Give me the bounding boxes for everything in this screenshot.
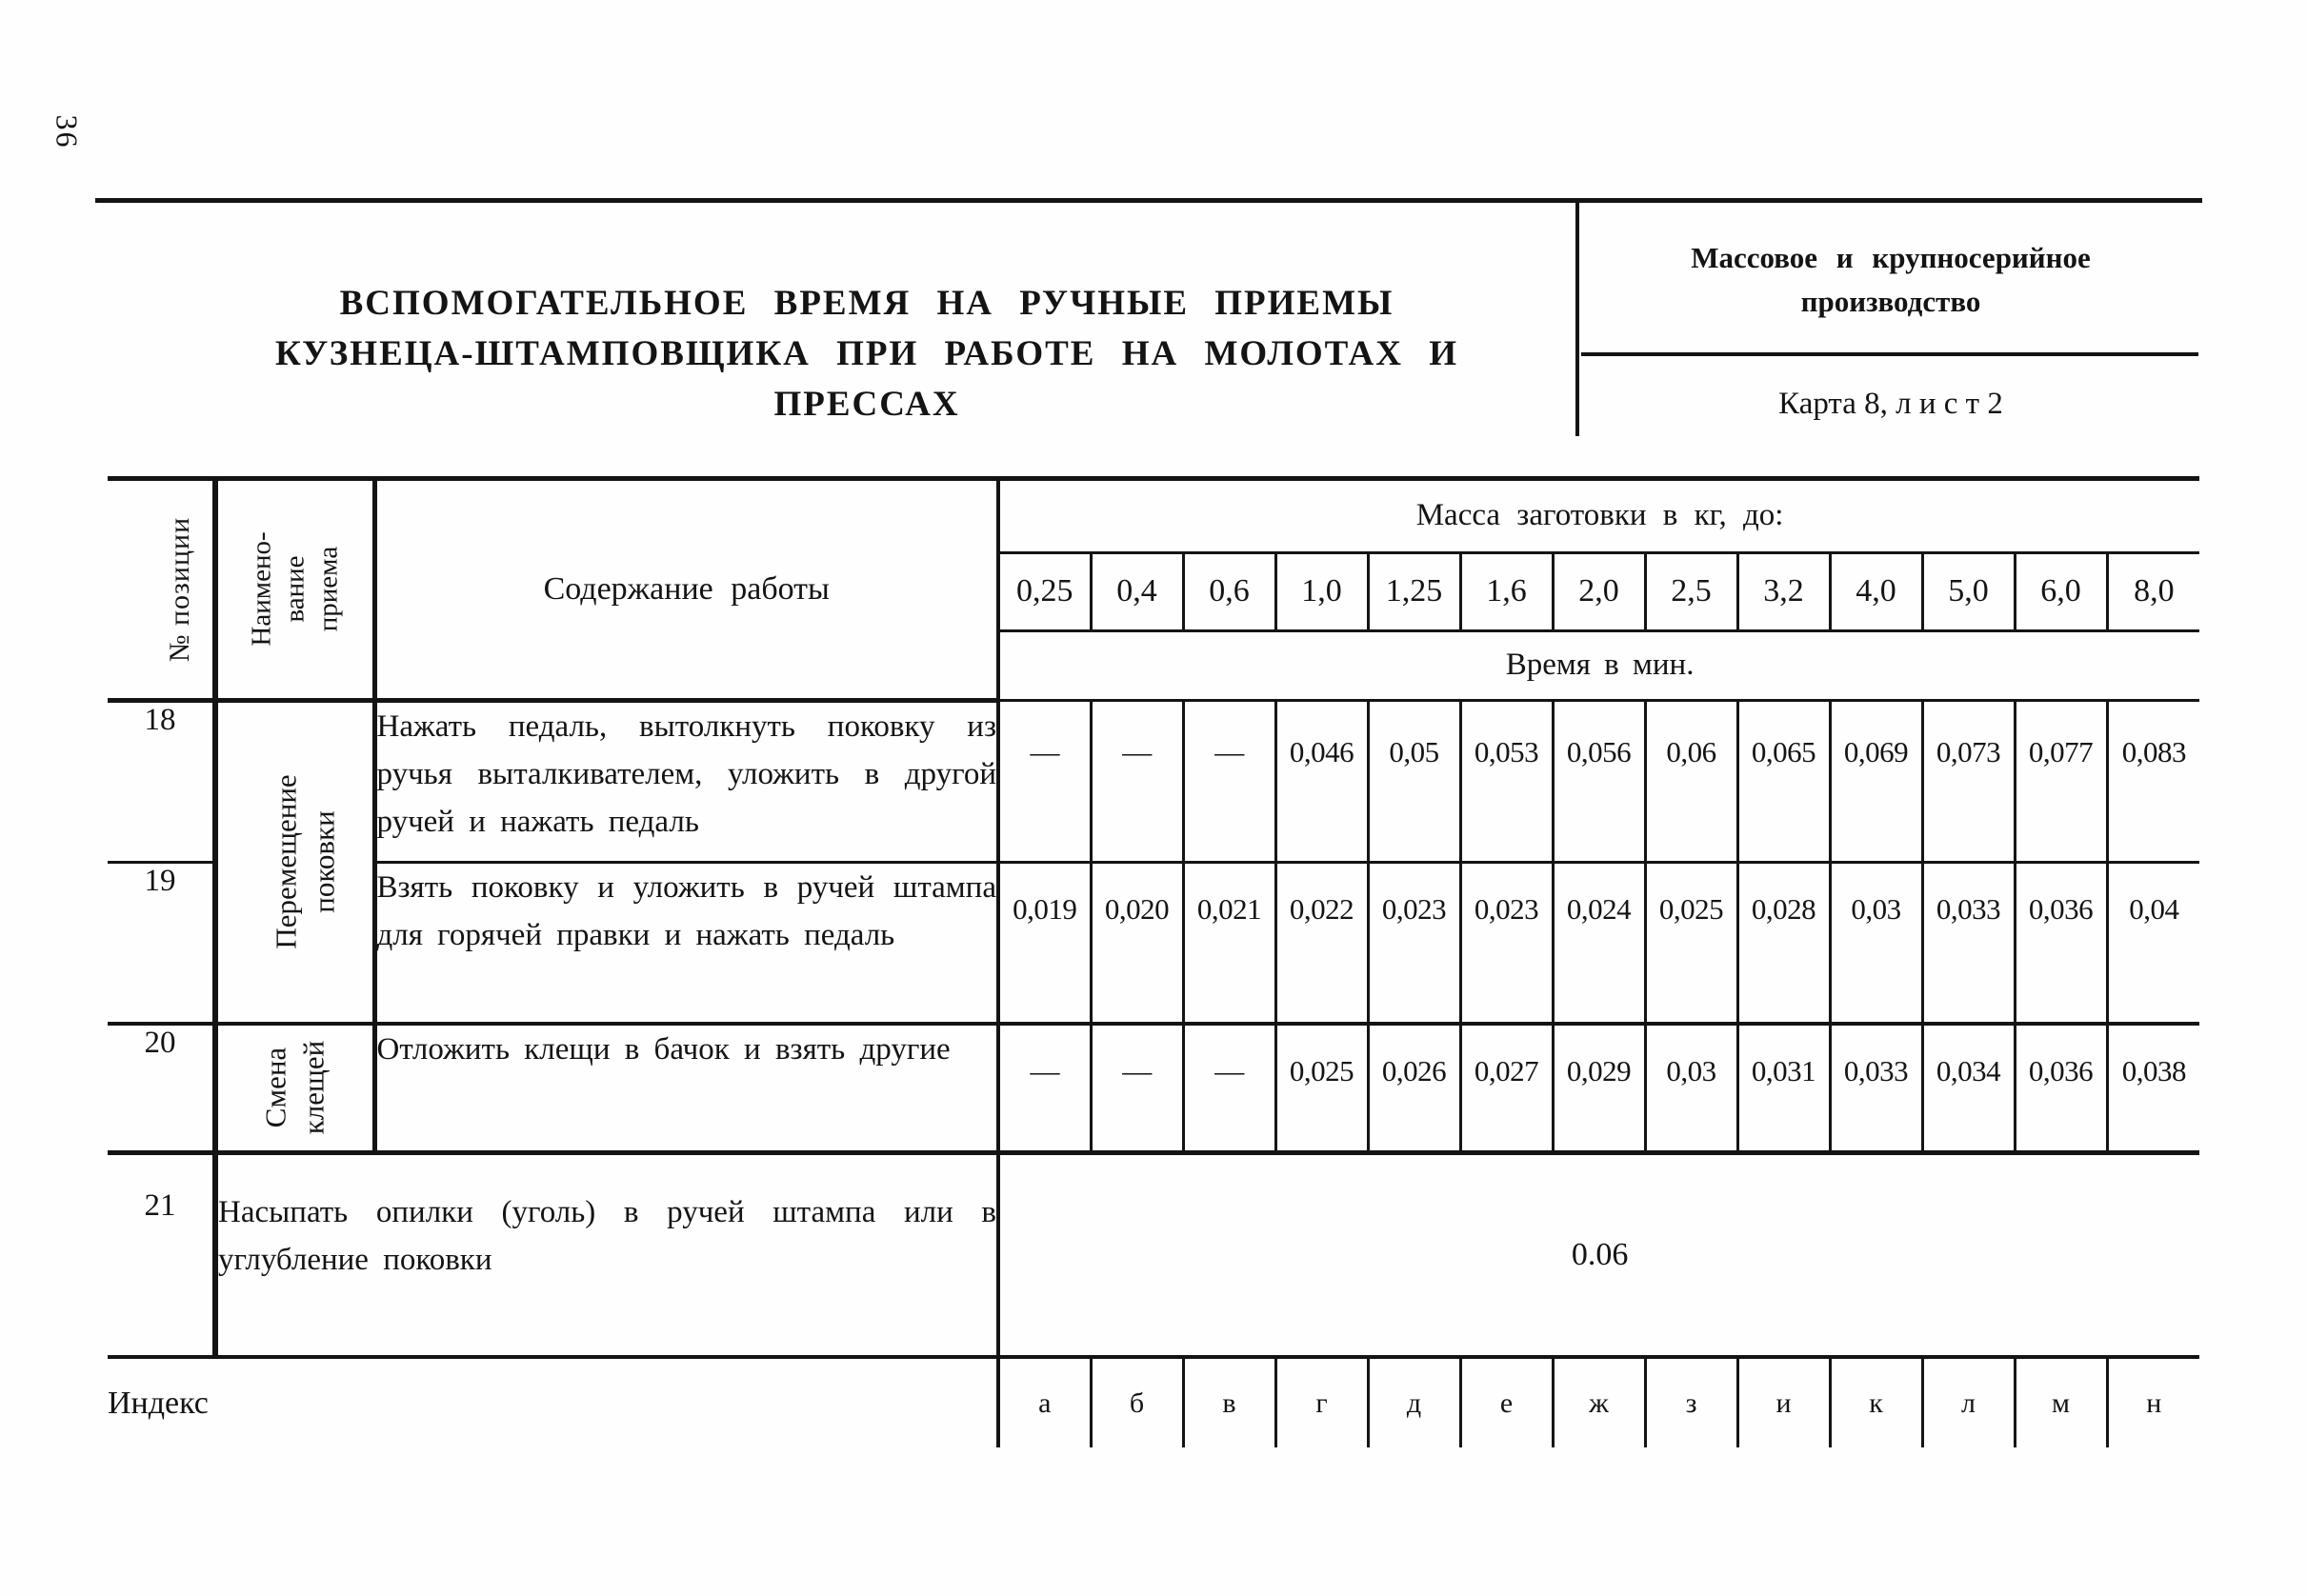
group-label-line: поковки bbox=[307, 810, 341, 913]
index-letter: е bbox=[1460, 1357, 1553, 1447]
time-value: 0,025 bbox=[1645, 862, 1737, 1024]
top-rule bbox=[95, 198, 2202, 203]
time-value: 0,053 bbox=[1460, 700, 1553, 862]
mass-col-header: 1,6 bbox=[1460, 552, 1553, 630]
time-value: 0,036 bbox=[2015, 1024, 2107, 1152]
time-value: 0,026 bbox=[1368, 1024, 1460, 1152]
time-value: 0,023 bbox=[1368, 862, 1460, 1024]
card-reference: Карта 8, л и с т 2 bbox=[1778, 387, 2003, 421]
time-value: 0,046 bbox=[1275, 700, 1368, 862]
time-value-merged: 0.06 bbox=[998, 1152, 2199, 1357]
col-header-position bbox=[108, 481, 215, 700]
time-value: — bbox=[1183, 700, 1275, 862]
page-number: 36 bbox=[50, 114, 85, 150]
time-value: 0,024 bbox=[1553, 862, 1645, 1024]
col-header-name bbox=[215, 481, 374, 700]
index-row bbox=[108, 1357, 2199, 1447]
col-header-mass: Масса заготовки в кг, до: bbox=[998, 481, 2199, 552]
mass-col-header: 6,0 bbox=[2015, 552, 2107, 630]
index-letter: г bbox=[1275, 1357, 1368, 1447]
time-value: 0,029 bbox=[1553, 1024, 1645, 1152]
mass-col-header: 5,0 bbox=[1922, 552, 2015, 630]
col-header-name-label bbox=[245, 532, 345, 647]
group-label-line: клещей bbox=[296, 1040, 331, 1135]
time-value: — bbox=[998, 700, 1091, 862]
time-value: 0,027 bbox=[1460, 1024, 1553, 1152]
time-value: 0,021 bbox=[1183, 862, 1275, 1024]
table-row bbox=[108, 700, 2199, 862]
time-value: 0,036 bbox=[2015, 862, 2107, 1024]
col-header-name-line: Наимено- bbox=[246, 531, 277, 647]
time-value: — bbox=[1091, 1024, 1183, 1152]
time-standards-table bbox=[108, 481, 2199, 1447]
row-number: 18 bbox=[108, 700, 215, 862]
page-title-line-2: КУЗНЕЦА-ШТАМПОВЩИКА ПРИ РАБОТЕ НА МОЛОТАХ И ПРЕССАХ bbox=[275, 334, 1458, 424]
time-value: 0,022 bbox=[1275, 862, 1368, 1024]
group-label-movement-text bbox=[268, 775, 344, 949]
row-number: 21 bbox=[108, 1152, 215, 1357]
time-value: — bbox=[1183, 1024, 1275, 1152]
time-value: 0,034 bbox=[1922, 1024, 2015, 1152]
time-value: 0,028 bbox=[1737, 862, 1830, 1024]
index-letter: з bbox=[1645, 1357, 1737, 1447]
time-value: — bbox=[998, 1024, 1091, 1152]
time-value: 0,020 bbox=[1091, 862, 1183, 1024]
time-value: 0,065 bbox=[1737, 700, 1830, 862]
production-type-label: Массовое и крупносерийное производство bbox=[1691, 241, 2091, 318]
group-label-line: Перемещение bbox=[269, 774, 303, 949]
index-letter: д bbox=[1368, 1357, 1460, 1447]
time-value: 0,04 bbox=[2107, 862, 2199, 1024]
group-label-tong-change-text bbox=[257, 1041, 333, 1135]
mass-col-header: 0,25 bbox=[998, 552, 1091, 630]
index-label: Индекс bbox=[108, 1357, 998, 1447]
header-vertical-divider bbox=[1575, 201, 1579, 436]
mass-col-header: 1,0 bbox=[1275, 552, 1368, 630]
index-letter: б bbox=[1091, 1357, 1183, 1447]
page-title-line-1: ВСПОМОГАТЕЛЬНОЕ ВРЕМЯ НА РУЧНЫЕ ПРИЕМЫ bbox=[339, 284, 1394, 323]
time-value: 0,038 bbox=[2107, 1024, 2199, 1152]
time-value: 0,083 bbox=[2107, 700, 2199, 862]
mass-col-header: 2,5 bbox=[1645, 552, 1737, 630]
time-value: 0,019 bbox=[998, 862, 1091, 1024]
mass-col-header: 3,2 bbox=[1737, 552, 1830, 630]
col-header-name-line: приема bbox=[312, 547, 344, 632]
table-row bbox=[108, 1024, 2199, 1152]
work-description: Нажать педаль, вытолкнуть поковку из ручья выталкивателем, уложить в другой ручей и нажать педаль bbox=[374, 700, 998, 862]
index-letter: к bbox=[1830, 1357, 1922, 1447]
time-value: 0,031 bbox=[1737, 1024, 1830, 1152]
col-header-position-label: № позиции bbox=[164, 516, 196, 662]
group-label-tong-change bbox=[215, 1024, 374, 1152]
mass-col-header: 8,0 bbox=[2107, 552, 2199, 630]
index-letter: ж bbox=[1553, 1357, 1645, 1447]
time-value: 0,069 bbox=[1830, 700, 1922, 862]
table-row bbox=[108, 1152, 2199, 1357]
group-label-movement bbox=[215, 700, 374, 1024]
time-value: 0,05 bbox=[1368, 700, 1460, 862]
mass-col-header: 2,0 bbox=[1553, 552, 1645, 630]
row-number: 19 bbox=[108, 862, 215, 1024]
time-value: 0,073 bbox=[1922, 700, 2015, 862]
work-description: Насыпать опилки (уголь) в ручей штампа или в углубление поковки bbox=[215, 1152, 998, 1357]
col-header-work: Содержание работы bbox=[374, 481, 998, 700]
index-letter: л bbox=[1922, 1357, 2015, 1447]
header-horizontal-divider bbox=[1581, 352, 2198, 356]
time-value: 0,03 bbox=[1830, 862, 1922, 1024]
time-value: 0,033 bbox=[1830, 1024, 1922, 1152]
index-letter: в bbox=[1183, 1357, 1275, 1447]
index-letter: а bbox=[998, 1357, 1091, 1447]
time-value: 0,025 bbox=[1275, 1024, 1368, 1152]
index-letter: и bbox=[1737, 1357, 1830, 1447]
col-header-time-unit: Время в мин. bbox=[998, 630, 2199, 700]
index-letter: м bbox=[2015, 1357, 2107, 1447]
group-label-line: Смена bbox=[258, 1047, 292, 1128]
time-value: 0,033 bbox=[1922, 862, 2015, 1024]
table-row bbox=[108, 862, 2199, 1024]
time-value: 0,06 bbox=[1645, 700, 1737, 862]
index-letter: н bbox=[2107, 1357, 2199, 1447]
time-value: 0,023 bbox=[1460, 862, 1553, 1024]
time-value: — bbox=[1091, 700, 1183, 862]
page-title bbox=[229, 278, 1505, 429]
mass-col-header: 1,25 bbox=[1368, 552, 1460, 630]
header-row-mass bbox=[108, 481, 2199, 552]
mass-col-header: 0,4 bbox=[1091, 552, 1183, 630]
time-value: 0,03 bbox=[1645, 1024, 1737, 1152]
row-number: 20 bbox=[108, 1024, 215, 1152]
time-value: 0,056 bbox=[1553, 700, 1645, 862]
mass-col-header: 4,0 bbox=[1830, 552, 1922, 630]
work-description: Взять поковку и уложить в ручей штампа для горячей правки и нажать педаль bbox=[374, 862, 998, 1024]
time-value: 0,077 bbox=[2015, 700, 2107, 862]
work-description: Отложить клещи в бачок и взять другие bbox=[374, 1024, 998, 1152]
col-header-name-line: вание bbox=[279, 555, 311, 623]
mass-col-header: 0,6 bbox=[1183, 552, 1275, 630]
